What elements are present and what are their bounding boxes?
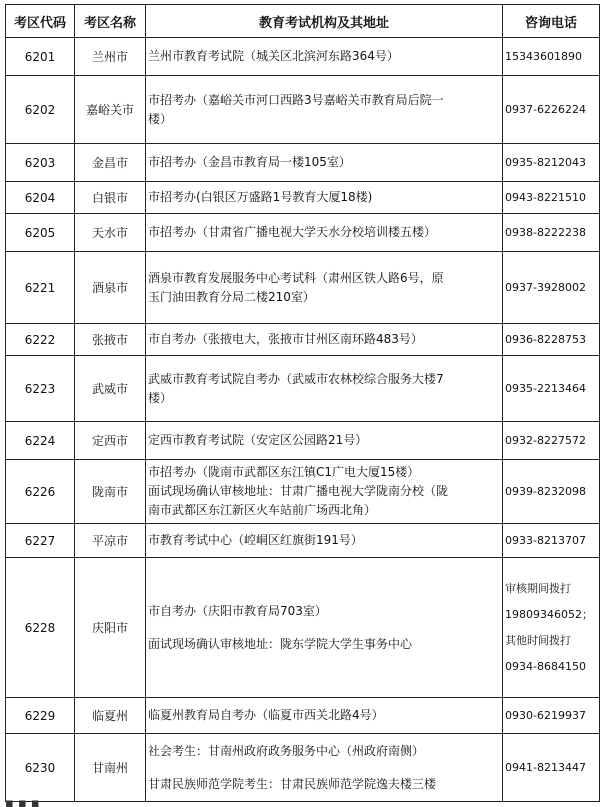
org-address-line: 市自考办（张掖电大，张掖市甘州区南环路483号）: [148, 332, 423, 346]
table-row: [6, 38, 600, 76]
org-address-line: 玉门油田教育分局二楼210室）: [148, 289, 315, 304]
phone-line: 0937-3928002: [505, 280, 586, 294]
org-address-line: 甘肃民族师范学院考生：甘肃民族师范学院逸夫楼三楼: [148, 776, 437, 791]
cell-code: 6224: [6, 422, 75, 460]
phone-line: 0938-8222238: [505, 225, 586, 239]
page-footer-fragment: [5, 797, 65, 807]
cell-region: 白银市: [75, 182, 146, 214]
phone-line: 0939-8232098: [505, 484, 586, 498]
org-address-line: 社会考生：甘南州政府政务服务中心（州政府南侧）: [148, 743, 425, 758]
exam-office-table: [5, 4, 600, 802]
table-row: [6, 76, 600, 144]
table-row: [6, 214, 600, 252]
phone-line: 其他时间拨打: [505, 633, 571, 647]
phone-line: 0941-8213447: [505, 760, 586, 774]
cell-phone: [503, 734, 600, 802]
cell-code: 6226: [6, 460, 75, 524]
cell-org-address: [146, 144, 503, 182]
cell-region: 金昌市: [75, 144, 146, 182]
cell-phone: [503, 76, 600, 144]
cell-org-address: [146, 182, 503, 214]
org-address-line: 临夏州教育局自考办（临夏市西关北路4号）: [148, 708, 384, 722]
phone-line: 审核期间拨打: [505, 581, 571, 595]
cell-code: 6202: [6, 76, 75, 144]
org-address-line: 市招考办（嘉峪关市河口西路3号嘉峪关市教育局后院一: [148, 92, 444, 107]
header-phone: 咨询电话: [503, 5, 600, 38]
line-gap: [148, 621, 500, 635]
cell-code: 6222: [6, 324, 75, 356]
line-gap: [148, 761, 500, 775]
org-address-line: 定西市教育考试院（安定区公园路21号）: [148, 433, 368, 447]
cell-phone: [503, 558, 600, 698]
org-address-line: 南市武都区东江新区火车站前广场西北角）: [148, 503, 377, 517]
header-code: 考区代码: [6, 5, 75, 38]
table-body: [6, 38, 600, 802]
cell-phone: [503, 252, 600, 324]
cell-region: 嘉峪关市: [75, 76, 146, 144]
phone-line: 0943-8221510: [505, 190, 586, 204]
cell-code: 6228: [6, 558, 75, 698]
cell-region: 张掖市: [75, 324, 146, 356]
table-row: [6, 460, 600, 524]
cell-phone: [503, 144, 600, 182]
header-region: 考区名称: [75, 5, 146, 38]
cell-phone: [503, 524, 600, 558]
org-address-line: 楼）: [148, 390, 173, 405]
cell-code: 6203: [6, 144, 75, 182]
table-row: [6, 558, 600, 698]
org-address-line: 市自考办（庆阳市教育局703室）: [148, 603, 327, 618]
org-address-line: 市招考办(白银区万盛路1号教育大厦18楼): [148, 190, 373, 204]
cell-region: 陇南市: [75, 460, 146, 524]
cell-region: 兰州市: [75, 38, 146, 76]
phone-line: 0930-6219937: [505, 708, 586, 722]
cell-code: 6230: [6, 734, 75, 802]
phone-line: 0937-6226224: [505, 102, 586, 116]
cell-org-address: [146, 558, 503, 698]
cell-phone: [503, 422, 600, 460]
table-row: [6, 734, 600, 802]
org-address-line: 面试现场确认审核地址：甘肃广播电视大学陇南分校（陇: [148, 484, 449, 498]
cell-org-address: [146, 698, 503, 734]
table-row: [6, 252, 600, 324]
cell-code: 6204: [6, 182, 75, 214]
cell-code: 6221: [6, 252, 75, 324]
table-row: [6, 144, 600, 182]
cell-phone: [503, 182, 600, 214]
table-row: [6, 356, 600, 422]
cell-code: 6229: [6, 698, 75, 734]
table-row: [6, 324, 600, 356]
table-header-row: [6, 5, 600, 38]
org-address-line: 兰州市教育考试院（城关区北滨河东路364号）: [148, 49, 399, 63]
cell-phone: [503, 324, 600, 356]
cell-region: 定西市: [75, 422, 146, 460]
cell-code: 6227: [6, 524, 75, 558]
org-address-line: 楼）: [148, 111, 173, 126]
phone-line: 15343601890: [505, 49, 582, 63]
cell-org-address: [146, 38, 503, 76]
cell-region: 酒泉市: [75, 252, 146, 324]
cell-phone: [503, 698, 600, 734]
org-address-line: 市招考办（金昌市教育局一楼105室）: [148, 155, 351, 169]
cell-region: 甘南州: [75, 734, 146, 802]
cropped-text-fragment: ▪ ▪ ▪: [5, 797, 40, 807]
phone-line: 0933-8213707: [505, 533, 586, 547]
table-row: [6, 698, 600, 734]
cell-org-address: [146, 252, 503, 324]
cell-org-address: [146, 214, 503, 252]
phone-line: 19809346052；: [505, 607, 593, 621]
cell-org-address: [146, 76, 503, 144]
cell-code: 6223: [6, 356, 75, 422]
phone-line: 0934-8684150: [505, 659, 586, 673]
phone-line: 0936-8228753: [505, 332, 586, 346]
phone-line: 0935-2213464: [505, 381, 586, 395]
cell-region: 平凉市: [75, 524, 146, 558]
cell-org-address: [146, 324, 503, 356]
cell-region: 天水市: [75, 214, 146, 252]
cell-phone: [503, 38, 600, 76]
cell-code: 6205: [6, 214, 75, 252]
cell-phone: [503, 460, 600, 524]
table-row: [6, 524, 600, 558]
table-row: [6, 182, 600, 214]
cell-org-address: [146, 734, 503, 802]
cell-code: 6201: [6, 38, 75, 76]
org-address-line: 面试现场确认审核地址：陇东学院大学生事务中心: [148, 636, 413, 651]
org-address-line: 市招考办（陇南市武都区东江镇C1广电大厦15楼）: [148, 465, 420, 479]
cell-org-address: [146, 524, 503, 558]
phone-line: 0932-8227572: [505, 433, 586, 447]
cell-org-address: [146, 356, 503, 422]
cell-phone: [503, 214, 600, 252]
cell-org-address: [146, 460, 503, 524]
cell-region: 临夏州: [75, 698, 146, 734]
org-address-line: 武威市教育考试院自考办（武威市农林校综合服务大楼7: [148, 371, 444, 386]
cell-org-address: [146, 422, 503, 460]
cell-region: 庆阳市: [75, 558, 146, 698]
org-address-line: 市教育考试中心（崆峒区红旗街191号）: [148, 533, 363, 547]
table-row: [6, 422, 600, 460]
phone-line: 0935-8212043: [505, 155, 586, 169]
header-org: 教育考试机构及其地址: [146, 5, 503, 38]
cell-phone: [503, 356, 600, 422]
cell-region: 武威市: [75, 356, 146, 422]
org-address-line: 市招考办（甘肃省广播电视大学天水分校培训楼五楼）: [148, 225, 437, 239]
org-address-line: 酒泉市教育发展服务中心考试科（肃州区铁人路6号，原: [148, 270, 444, 285]
